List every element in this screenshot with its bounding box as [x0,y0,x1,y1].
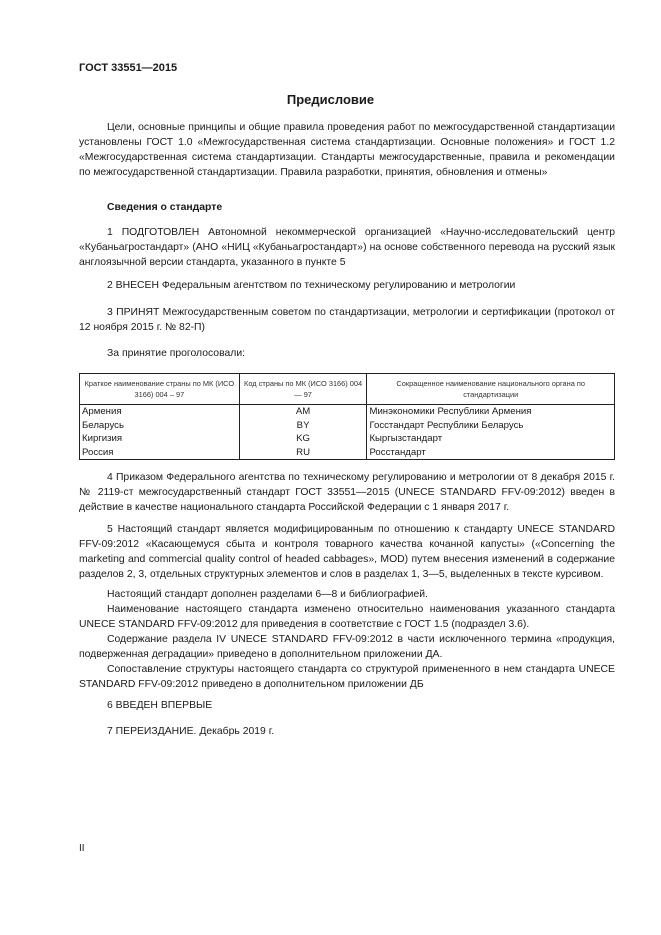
page-number: II [79,843,85,854]
page-title: Предисловие [286,92,375,107]
intro-paragraph: Цели, основные принципы и общие правила проведения работ по межгосударственной стандартизации установлены ГОСТ 1.0 «Межгосударственная система стандартизации. Основные положения» и ГОСТ 1.2 «Межгосударственная система стандартизации. Стандарты межгосударственные, правила и рекомендации по межгосударственной стандартизации. Правила разработки, принятия, обновления и отмены» [79,122,615,178]
code-cell: AM [239,405,367,419]
country-cell: Армения [80,405,240,419]
code-cell: KG [239,432,367,446]
table-row [80,446,615,460]
code-cell: BY [239,419,367,433]
table-row [80,419,615,433]
item-3-paragraph: 3 ПРИНЯТ Межгосударственным советом по стандартизации, метрологии и сертификации (протокол от 12 ноября 2015 г. № 82-П) [79,307,615,333]
item-6-paragraph: 6 ВВЕДЕН ВПЕРВЫЕ [107,700,213,711]
column-header-body: Сокращенное наименование национального органа по стандартизации [367,374,615,405]
table-row [80,432,615,446]
item-5-structure: Сопоставление структуры настоящего стандарта со структурой примененного в нем стандарта UNECE STANDARD FFV-09:2012 приведено в дополнительном приложении ДБ [79,664,615,690]
code-cell: RU [239,446,367,460]
item-4-paragraph: 4 Приказом Федерального агентства по техническому регулированию и метрологии от 8 декабря 2015 г. № 2119-ст межгосударственный стандарт ГОСТ 33551—2015 (UNECE STANDARD FFV-09:2012) введен в действие в качестве национального стандарта Российской Федерации с 1 января 2017 г. [79,472,615,513]
country-cell: Россия [80,446,240,460]
table-row [80,405,615,419]
body-cell: Госстандарт Республики Беларусь [367,419,615,433]
item-7-paragraph: 7 ПЕРЕИЗДАНИЕ. Декабрь 2019 г. [107,726,275,737]
voted-label: За принятие проголосовали: [107,348,246,359]
country-cell: Киргизия [80,432,240,446]
voting-table [79,373,615,460]
country-cell: Беларусь [80,419,240,433]
body-cell: Минэкономики Республики Армения [367,405,615,419]
table-header-row [80,374,615,405]
column-header-code: Код страны по МК (ИСО 3166) 004— 97 [239,374,367,405]
body-cell: Росстандарт [367,446,615,460]
item-1-paragraph: 1 ПОДГОТОВЛЕН Автономной некоммерческой организацией «Научно-исследовательский центр «Кубаньагростандарт» (АНО «НИЦ «Кубаньагростандарт») на основе собственного перевода на русский язык англоязычной версии стандарта, указанного в пункте 5 [79,227,615,268]
column-header-country: Краткое наименование страны по МК (ИСО 3166) 004 – 97 [80,374,240,405]
item-5-section-iv: Содержание раздела IV UNECE STANDARD FFV-09:2012 в части исключенного термина «продукция, подверженная деградации» приведено в дополнительном приложении ДА. [79,634,615,660]
item-5-paragraph: 5 Настоящий стандарт является модифицированным по отношению к стандарту UNECE STANDARD FFV-09:2012 «Касающемуся сбыта и контроля товарного качества кочанной капусты» («Concerning the marketing and commercial quality control of headed cabbages», MOD) путем внесения изменений в содержание разделов 2, 3, отдельных структурных элементов и слов в разделах 1, 3—5, выделенных в тексте курсивом. [79,524,615,580]
item-5-title-change: Наименование настоящего стандарта изменено относительно наименования указанного стандарта UNECE STANDARD FFV-09:2012 для приведения в соответствие с ГОСТ 1.5 (подраздел 3.6). [79,604,615,630]
info-heading: Сведения о стандарте [107,202,223,213]
body-cell: Кыргызстандарт [367,432,615,446]
item-2-paragraph: 2 ВНЕСЕН Федеральным агентством по техническому регулированию и метрологии [107,280,516,291]
standard-code: ГОСТ 33551—2015 [79,62,178,74]
item-5-supplement: Настоящий стандарт дополнен разделами 6—8 и библиографией. [107,589,428,600]
